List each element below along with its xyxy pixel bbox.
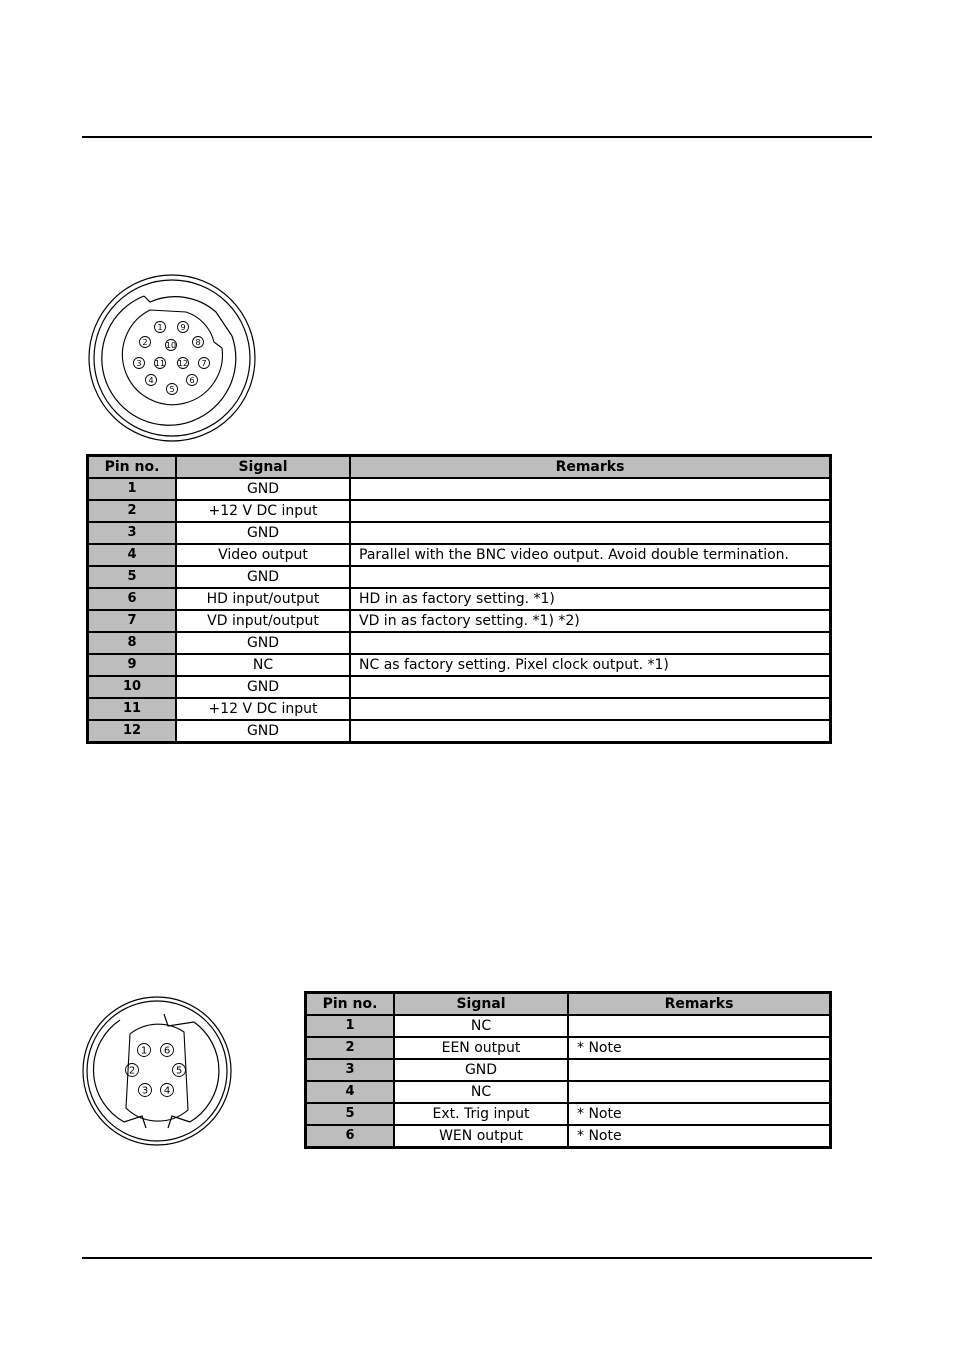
remarks-cell	[350, 500, 830, 522]
pin-label: 4	[163, 1085, 171, 1097]
signal-cell: HD input/output	[176, 588, 350, 610]
connector-6-pin-diagram	[80, 994, 234, 1148]
connector-outer-ring-inner	[94, 280, 250, 436]
pin-label: 2	[128, 1065, 136, 1077]
remarks-cell	[350, 676, 830, 698]
connector-key-bottom	[124, 1116, 190, 1128]
pin-label: 2	[142, 338, 148, 347]
table-row	[306, 1081, 830, 1103]
table-row	[88, 478, 830, 500]
pin-labels-12	[134, 322, 210, 395]
connector-12-pin-diagram	[86, 272, 258, 444]
pin-number-cell: 3	[306, 1059, 394, 1081]
header-pin-no: Pin no.	[88, 456, 176, 478]
header-signal: Signal	[176, 456, 350, 478]
table-row	[306, 1015, 830, 1037]
remarks-cell	[350, 720, 830, 742]
remarks-cell: VD in as factory setting. *1) *2)	[350, 610, 830, 632]
pin-number-cell: 5	[88, 566, 176, 588]
header-pin-no: Pin no.	[306, 993, 394, 1015]
signal-cell: GND	[176, 632, 350, 654]
header-remarks: Remarks	[568, 993, 830, 1015]
pin-label: 11	[154, 359, 166, 368]
connector-shell	[102, 296, 236, 425]
signal-cell: GND	[176, 478, 350, 500]
pin-table-6	[305, 992, 831, 1148]
table-row	[306, 1103, 830, 1125]
pin-number-cell: 7	[88, 610, 176, 632]
remarks-cell	[568, 1015, 830, 1037]
remarks-cell	[568, 1081, 830, 1103]
pin-label: 7	[201, 359, 207, 368]
pin-number-cell: 6	[88, 588, 176, 610]
signal-cell: +12 V DC input	[176, 500, 350, 522]
signal-cell: GND	[176, 566, 350, 588]
pin-number-cell: 1	[306, 1015, 394, 1037]
table-row	[88, 500, 830, 522]
pin-number-cell: 6	[306, 1125, 394, 1147]
pin-number-cell: 3	[88, 522, 176, 544]
remarks-cell: * Note	[568, 1125, 830, 1147]
signal-cell: NC	[394, 1015, 568, 1037]
remarks-cell	[350, 478, 830, 500]
signal-cell: Video output	[176, 544, 350, 566]
pin-number-cell: 8	[88, 632, 176, 654]
remarks-cell: Parallel with the BNC video output. Avoid double termination.	[350, 544, 830, 566]
pin-number-cell: 1	[88, 478, 176, 500]
pin-label: 9	[180, 323, 186, 332]
pin-label: 6	[189, 376, 195, 385]
pin-label: 5	[169, 385, 175, 394]
connector-outer-ring	[83, 997, 231, 1145]
signal-cell: NC	[394, 1081, 568, 1103]
pin-label: 5	[175, 1065, 183, 1077]
remarks-cell	[350, 566, 830, 588]
remarks-cell	[350, 698, 830, 720]
signal-cell: +12 V DC input	[176, 698, 350, 720]
remarks-cell: HD in as factory setting. *1)	[350, 588, 830, 610]
pin-label: 1	[157, 323, 163, 332]
pin-number-cell: 12	[88, 720, 176, 742]
table-row	[88, 676, 830, 698]
table-row	[88, 720, 830, 742]
pin-label: 10	[165, 341, 177, 350]
pin-number-cell: 4	[306, 1081, 394, 1103]
table-row	[88, 588, 830, 610]
pin-labels-6	[126, 1044, 186, 1097]
signal-cell: WEN output	[394, 1125, 568, 1147]
pin-number-cell: 10	[88, 676, 176, 698]
top-rule	[82, 136, 872, 138]
pin-number-cell: 11	[88, 698, 176, 720]
table-row	[88, 632, 830, 654]
table-header-row	[88, 456, 830, 478]
connector-shell	[94, 1020, 219, 1122]
pin-label: 4	[148, 376, 154, 385]
connector-key-top	[164, 1014, 194, 1026]
table-row	[88, 610, 830, 632]
table-row	[88, 698, 830, 720]
pin-table-12	[87, 455, 831, 743]
table-row	[88, 544, 830, 566]
pin-label: 3	[141, 1085, 149, 1097]
pin-number-cell: 4	[88, 544, 176, 566]
remarks-cell	[350, 632, 830, 654]
signal-cell: GND	[176, 522, 350, 544]
pin-label: 12	[177, 359, 189, 368]
table-row	[306, 1037, 830, 1059]
table-row	[306, 1125, 830, 1147]
connector-outer-ring-inner	[87, 1001, 227, 1141]
remarks-cell	[568, 1059, 830, 1081]
pin-label: 8	[195, 338, 201, 347]
table-row	[88, 654, 830, 676]
connector-outer-ring	[89, 275, 255, 441]
table-header-row	[306, 993, 830, 1015]
pin-number-cell: 2	[306, 1037, 394, 1059]
signal-cell: GND	[394, 1059, 568, 1081]
table-row	[88, 566, 830, 588]
signal-cell: NC	[176, 654, 350, 676]
pin-label: 3	[136, 359, 142, 368]
pin-label: 6	[163, 1045, 171, 1057]
header-remarks: Remarks	[350, 456, 830, 478]
signal-cell: VD input/output	[176, 610, 350, 632]
remarks-cell: * Note	[568, 1103, 830, 1125]
table-row	[306, 1059, 830, 1081]
pin-number-cell: 5	[306, 1103, 394, 1125]
signal-cell: Ext. Trig input	[394, 1103, 568, 1125]
pin-number-cell: 2	[88, 500, 176, 522]
header-signal: Signal	[394, 993, 568, 1015]
bottom-rule	[82, 1257, 872, 1259]
signal-cell: GND	[176, 720, 350, 742]
remarks-cell: * Note	[568, 1037, 830, 1059]
remarks-cell: NC as factory setting. Pixel clock output. *1)	[350, 654, 830, 676]
pin-label: 1	[140, 1045, 148, 1057]
signal-cell: EEN output	[394, 1037, 568, 1059]
table-row	[88, 522, 830, 544]
remarks-cell	[350, 522, 830, 544]
signal-cell: GND	[176, 676, 350, 698]
pin-number-cell: 9	[88, 654, 176, 676]
